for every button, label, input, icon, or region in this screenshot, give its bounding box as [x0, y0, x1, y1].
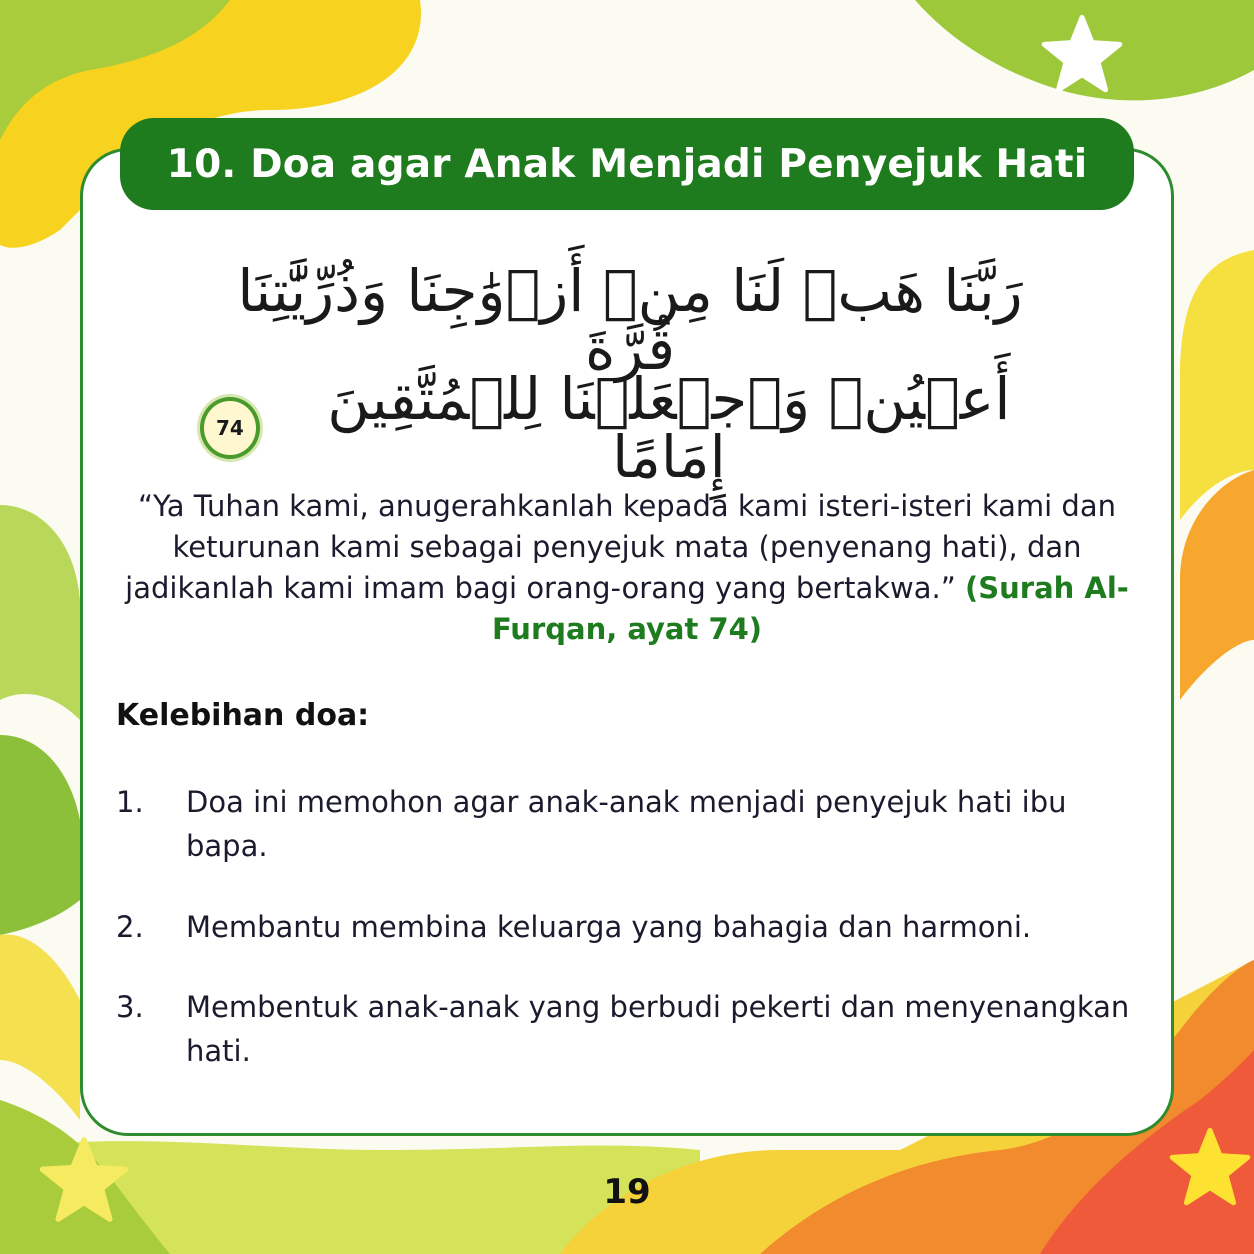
list-item-number: 1.: [116, 785, 144, 819]
ayah-number: 74: [215, 416, 244, 440]
list-item-text: Membentuk anak-anak yang berbudi pekerti dan menyenangkan hati.: [186, 990, 1130, 1068]
page-title: 10. Doa agar Anak Menjadi Penyejuk Hati: [166, 141, 1088, 187]
list-item: [116, 780, 1146, 872]
list-item-number: 3.: [116, 990, 144, 1024]
list-item: [116, 905, 1146, 951]
list-item-text: Doa ini memohon agar anak-anak menjadi penyejuk hati ibu bapa.: [186, 785, 1067, 863]
list-item-text: Membantu membina keluarga yang bahagia dan harmoni.: [186, 910, 1032, 944]
star-icon: [1040, 14, 1124, 94]
page-number: 19: [603, 1172, 651, 1212]
list-item: [116, 985, 1146, 1077]
title-bar: [120, 118, 1134, 210]
translation-text: “Ya Tuhan kami, anugerahkanlah kepada kami isteri-isteri kami dan keturunan kami sebagai penyejuk mata (penyenang hati), dan jadikanlah kami imam bagi orang-orang yang bertakwa.”: [125, 489, 1116, 605]
list-item-number: 2.: [116, 910, 144, 944]
benefits-heading: Kelebihan doa:: [116, 698, 370, 733]
arabic-verse-line-2: [200, 365, 1060, 491]
ayah-marker-icon: [200, 397, 260, 459]
translation-source: (Surah Al-Furqan, ayat 74): [491, 571, 1129, 646]
arabic-verse-line-1: رَبَّنَا هَبۡ لَنَا مِنۡ أَزۡوَٰجِنَا وَذُرِّيَّٰتِنَا قُرَّةَ: [237, 257, 1023, 383]
arabic-verse-line-2-text: أَعۡيُنٖ وَٱجۡعَلۡنَا لِلۡمُتَّقِينَ إِمَامًا: [327, 365, 1011, 491]
translation: [118, 486, 1136, 650]
